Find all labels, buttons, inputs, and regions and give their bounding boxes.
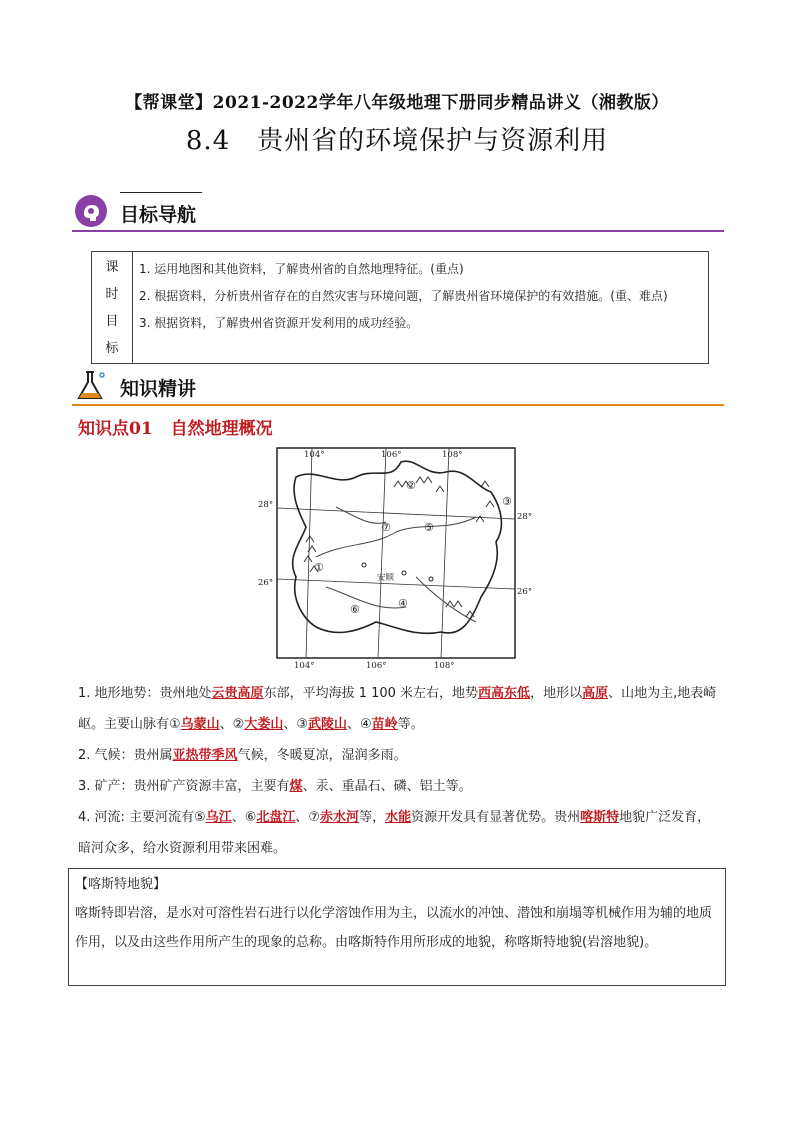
kp-label: 知识点01 [78,419,153,439]
map-marker: ② [406,479,416,492]
map-marker: ① [314,561,324,574]
series-title: 【帮课堂】2021-2022学年八年级地理下册同步精品讲义（湘教版） [125,93,669,113]
karst-box-title: 【喀斯特地貌】 [75,877,167,892]
text: 、汞、重晶石、磷、铝土等。 [302,779,472,794]
karst-box-text: 喀斯特即岩溶，是水对可溶性岩石进行以化学溶蚀作用为主，以流水的冲蚀、潜蚀和崩塌等机械作用为辅的地质作用，以及由这些作用所产生的现象的总称。由喀斯特作用所形成的地貌，称喀斯特地貌(岩溶地貌)。 [75,906,713,950]
section-goals-title: 目标导航 [120,204,197,226]
text: 、③ [283,717,308,732]
map-marker: ⑥ [350,603,360,616]
section-knowledge-title: 知识精讲 [120,378,197,400]
flask-icon [74,368,108,402]
kp-name: 自然地理概况 [170,419,273,439]
answer-highlight: 煤 [289,779,303,794]
paragraph-minerals [78,771,718,802]
side-char: 标 [105,341,119,356]
karst-info-box [68,868,726,986]
text: 地貌广泛发育，暗河众多，给水资源利用带来困难。 [78,810,711,856]
knowledge-point-title [78,414,291,439]
text: 、② [219,717,245,732]
answer-highlight: 云贵高原 [211,686,264,701]
section-knowledge-header [72,366,724,406]
text: 资源开发具有显著优势。贵州 [411,810,581,825]
text: 、⑦ [295,810,321,825]
section-goals-rule [72,230,724,232]
map-marker: ⑦ [381,521,391,534]
section-goals-header [72,192,724,232]
text: 气候，冬暖夏凉，湿润多雨。 [237,748,407,763]
answer-highlight: 北盘江 [256,810,296,825]
answer-highlight: 西高东低 [478,686,531,701]
goal-item: 2. 根据资料，分析贵州省存在的自然灾害与环境问题，了解贵州省环境保护的有效措施。(重、难点) [139,289,668,303]
text: 东部，平均海拔 1 100 米左右，地势 [263,686,479,701]
text: 等。 [397,717,424,732]
lon-label: 108° [442,450,463,460]
paragraph-rivers [78,802,718,864]
text: 、山地为主,地表崎岖。主要山脉有① [78,686,717,732]
goals-table [91,251,709,364]
text: 、④ [347,717,372,732]
brain-icon [74,194,108,228]
answer-highlight: 高原 [582,686,609,701]
city-label: 安顺 [377,573,395,583]
map-marker: ④ [398,597,408,610]
answer-highlight: 赤水河 [320,810,360,825]
guizhou-map [258,447,533,671]
answer-highlight: 武陵山 [308,717,348,732]
header-top-line [120,192,202,193]
side-char: 时 [105,287,119,302]
answer-highlight: 苗岭 [371,717,398,732]
answer-highlight: 亚热带季风 [172,748,238,763]
lat-label-right: 28° [517,512,533,522]
lon-label-bottom: 104° [294,661,315,671]
side-char: 目 [105,314,119,329]
text: ，地形以 [530,686,583,701]
lat-label: 28° [258,500,274,510]
side-char: 课 [105,260,119,275]
lon-label-bottom: 108° [434,661,455,671]
answer-highlight: 乌江 [205,810,232,825]
text: 1. 地形地势：贵州地处 [78,686,212,701]
lat-label-right: 26° [517,587,533,597]
answer-highlight: 喀斯特 [580,810,620,825]
answer-highlight: 水能 [385,810,412,825]
paragraph-climate [78,740,718,771]
paragraph-terrain [78,678,718,740]
goal-item: 3. 根据资料，了解贵州省资源开发利用的成功经验。 [139,316,419,330]
answer-highlight: 大娄山 [244,717,284,732]
lon-label: 104° [304,450,325,460]
lon-label-bottom: 106° [366,661,387,671]
map-marker: ③ [502,495,512,508]
lesson-title: 8.4 贵州省的环境保护与资源利用 [185,126,609,156]
goal-item: 1. 运用地图和其他资料，了解贵州省的自然地理特征。(重点) [139,262,464,276]
goals-body [133,252,709,364]
text: 3. 矿产：贵州矿产资源丰富，主要有 [78,779,290,794]
goals-side-label [92,252,133,364]
text: 、⑥ [231,810,257,825]
text: 2. 气候：贵州属 [78,748,173,763]
answer-highlight: 乌蒙山 [180,717,220,732]
map-marker: ⑤ [424,521,434,534]
text: 4. 河流: 主要河流有⑤ [78,810,206,825]
section-knowledge-rule [72,404,724,406]
text: 等， [359,810,386,825]
lon-label: 106° [381,450,402,460]
lat-label: 26° [258,578,274,588]
